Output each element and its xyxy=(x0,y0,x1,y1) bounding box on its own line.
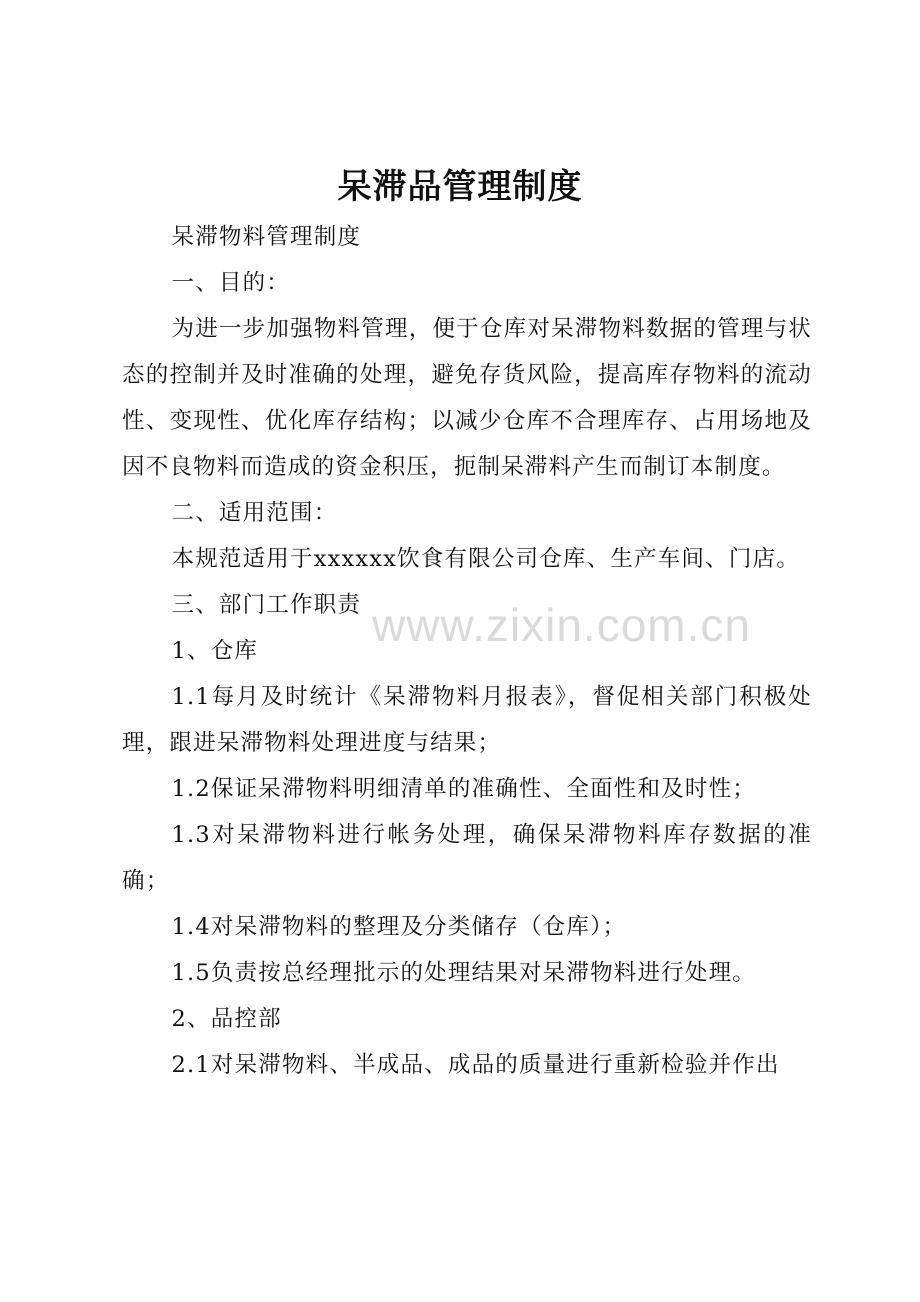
paragraph-subtitle: 呆滞物料管理制度 xyxy=(171,224,362,250)
paragraph-scope: 本规范适用于xxxxxx饮食有限公司仓库、生产车间、门店。 xyxy=(171,546,800,572)
clause-1-2: 1.2保证呆滞物料明细清单的准确性、全面性和及时性； xyxy=(171,776,756,802)
clause-2-1: 2.1对呆滞物料、半成品、成品的质量进行重新检验并作出 xyxy=(171,1052,780,1078)
clause-1-4: 1.4对呆滞物料的整理及分类储存（仓库）； xyxy=(171,914,627,940)
clause-1-3: 1.3对呆滞物料进行帐务处理，确保呆滞物料库存数据的准确； xyxy=(122,822,812,894)
section-heading-purpose: 一、目的： xyxy=(171,270,291,296)
paragraph-purpose: 为进一步加强物料管理，便于仓库对呆滞物料数据的管理与状态的控制并及时准确的处理，避免存货风险，提高库存物料的流动性、变现性、优化库存结构；以减少仓库不合理库存、占用场地及因不良物料而造成的资金积压，扼制呆滞料产生而制订本制度。 xyxy=(122,316,812,480)
clause-1-1: 1.1每月及时统计《呆滞物料月报表》，督促相关部门积极处理，跟进呆滞物料处理进度与结果； xyxy=(122,684,812,756)
section-heading-scope: 二、适用范围： xyxy=(171,500,338,526)
clause-1-5: 1.5负责按总经理批示的处理结果对呆滞物料进行处理。 xyxy=(171,960,756,986)
subsection-warehouse: 1、仓库 xyxy=(171,638,259,664)
section-heading-responsibilities: 三、部门工作职责 xyxy=(171,592,362,618)
document-title: 呆滞品管理制度 xyxy=(337,167,583,207)
subsection-quality-control: 2、品控部 xyxy=(171,1006,282,1032)
watermark: www.zixin.com.cn xyxy=(372,599,751,651)
